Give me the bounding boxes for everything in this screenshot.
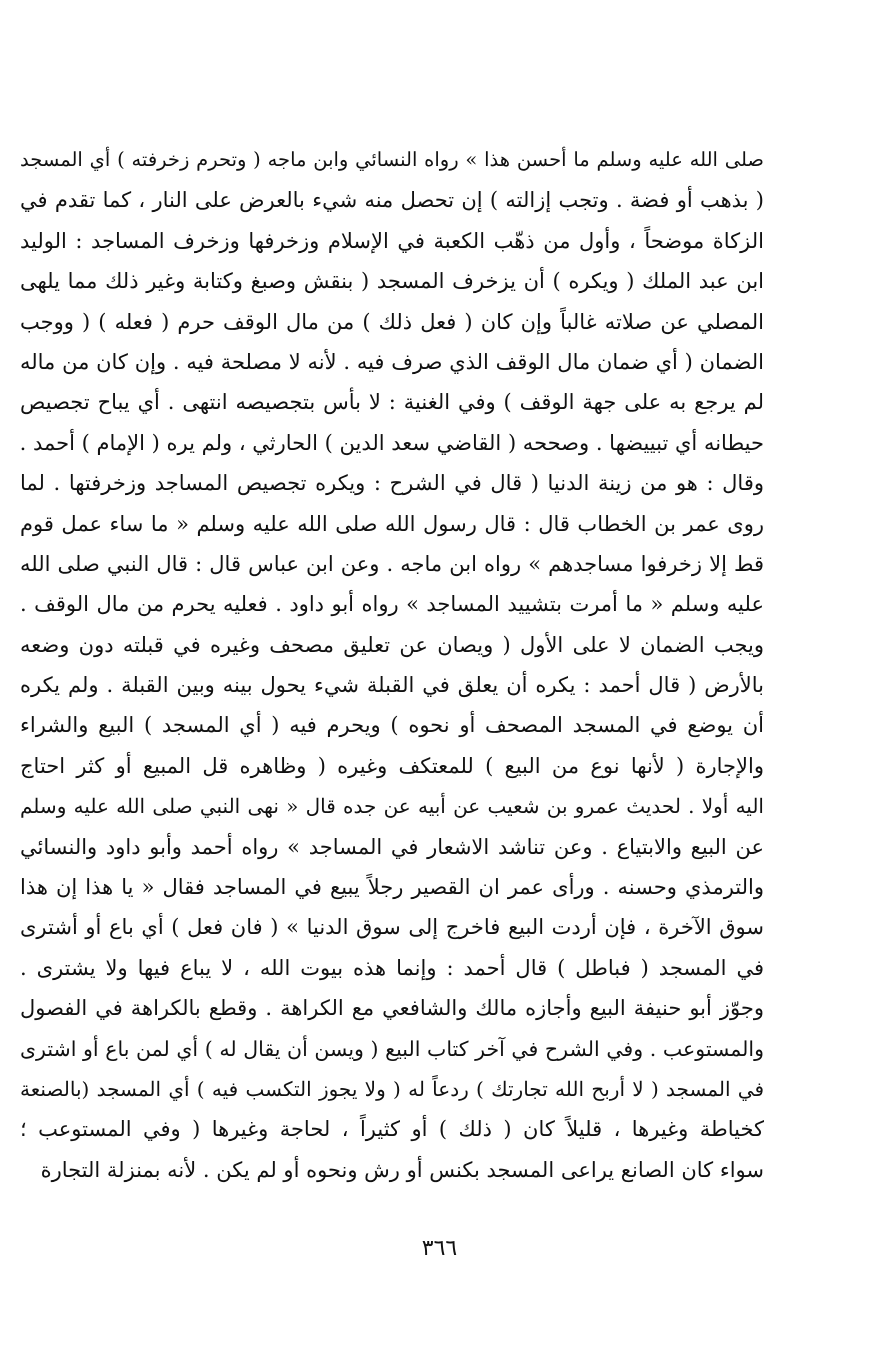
text-line: سواء كان الصانع يراعى المسجد بكنس أو رش ونحوه أو لم يكن . لأنه بمنزلة التجارة (40, 1157, 764, 1182)
text-line: عليه وسلم « ما أمرت بتشييد المساجد » رواه أبو داود . فعليه يحرم من مال الوقف . (20, 592, 764, 617)
text-line: ابن عبد الملك ( ويكره ) أن يزخرف المسجد ( بنقش وصبغ وكتابة وغير ذلك مما يلهى (20, 269, 764, 294)
text-line: كخياطة وغيرها ، قليلاً كان ( ذلك ) أو كثيراً ، لحاجة وغيرها ( وفي المستوعب ؛ (20, 1117, 764, 1142)
text-line: اليه أولا . لحديث عمرو بن شعيب عن أبيه عن جده قال « نهى النبي صلى الله عليه وسلم (20, 794, 764, 819)
text-line: روى عمر بن الخطاب قال : قال رسول الله صلى الله عليه وسلم « ما ساء عمل قوم (20, 511, 764, 536)
page-number: ٣٦٦ (421, 1236, 458, 1261)
text-line: أن يوضع في المسجد المصحف أو نحوه ) ويحرم فيه ( أي المسجد ) البيع والشراء (20, 713, 764, 738)
text-line: والمستوعب . وفي الشرح في آخر كتاب البيع ( ويسن أن يقال له ) أي لمن باع أو اشترى (20, 1036, 764, 1061)
text-line: صلى الله عليه وسلم ما أحسن هذا » رواه النسائي وابن ماجه ( وتحرم زخرفته ) أي المسجد (20, 148, 764, 171)
text-line: في المسجد ( لا أربح الله تجارتك ) ردعاً له ( ولا يجوز التكسب فيه ) أي المسجد (بالصنعة (20, 1076, 764, 1101)
text-line: في المسجد ( فباطل ) قال أحمد : وإنما هذه بيوت الله ، لا يباع فيها ولا يشترى . (20, 955, 764, 980)
body-text (20, 140, 764, 1190)
text-line: ( بذهب أو فضة . وتجب إزالته ) إن تحصل منه شيء بالعرض على النار ، كما تقدم في (20, 188, 764, 213)
text-line: حيطانه أي تبييضها . وصححه ( القاضي سعد الدين ) الحارثي ، ولم يره ( الإمام ) أحمد . (20, 430, 764, 455)
text-line: وجوّز أبو حنيفة البيع وأجازه مالك والشافعي مع الكراهة . وقطع بالكراهة في الفصول (20, 996, 764, 1021)
text-line: المصلي عن صلاته غالباً وإن كان ( فعل ذلك ) من مال الوقف حرم ( فعله ) ( ووجب (20, 309, 764, 334)
text-line: لم يرجع به على جهة الوقف ) وفي الغنية : لا بأس بتجصيصه انتهى . أي يباح تجصيص (20, 390, 764, 415)
text-line: قط إلا زخرفوا مساجدهم » رواه ابن ماجه . وعن ابن عباس قال : قال النبي صلى الله (20, 551, 764, 576)
text-line: بالأرض ( قال أحمد : يكره أن يعلق في القبلة شيء يحول بينه وبين القبلة . ولم يكره (20, 673, 764, 698)
text-line: والترمذي وحسنه . ورأى عمر ان القصير رجلاً يبيع في المساجد فقال « يا هذا إن هذا (20, 875, 764, 900)
text-line: عن البيع والابتياع . وعن تناشد الاشعار في المساجد » رواه أحمد وأبو داود والنسائي (20, 834, 764, 859)
text-line: الضمان ( أي ضمان مال الوقف الذي صرف فيه . لأنه لا مصلحة فيه . وإن كان من ماله (20, 349, 764, 374)
text-line: سوق الآخرة ، فإن أردت البيع فاخرج إلى سوق الدنيا » ( فان فعل ) أي باع أو أشترى (20, 915, 764, 940)
text-line: وقال : هو من زينة الدنيا ( قال في الشرح : ويكره تجصيص المساجد وزخرفتها . لما (20, 471, 764, 496)
text-line: ويجب الضمان لا على الأول ( ويصان عن تعليق مصحف وغيره في قبلته دون وضعه (20, 632, 764, 657)
text-line: والإجارة ( لأنها نوع من البيع ) للمعتكف وغيره ( وظاهره قل المبيع أو كثر احتاج (20, 753, 764, 778)
text-line: الزكاة موضحاً ، وأول من ذهّب الكعبة في الإسلام وزخرفها وزخرف المساجد : الوليد (20, 228, 764, 253)
